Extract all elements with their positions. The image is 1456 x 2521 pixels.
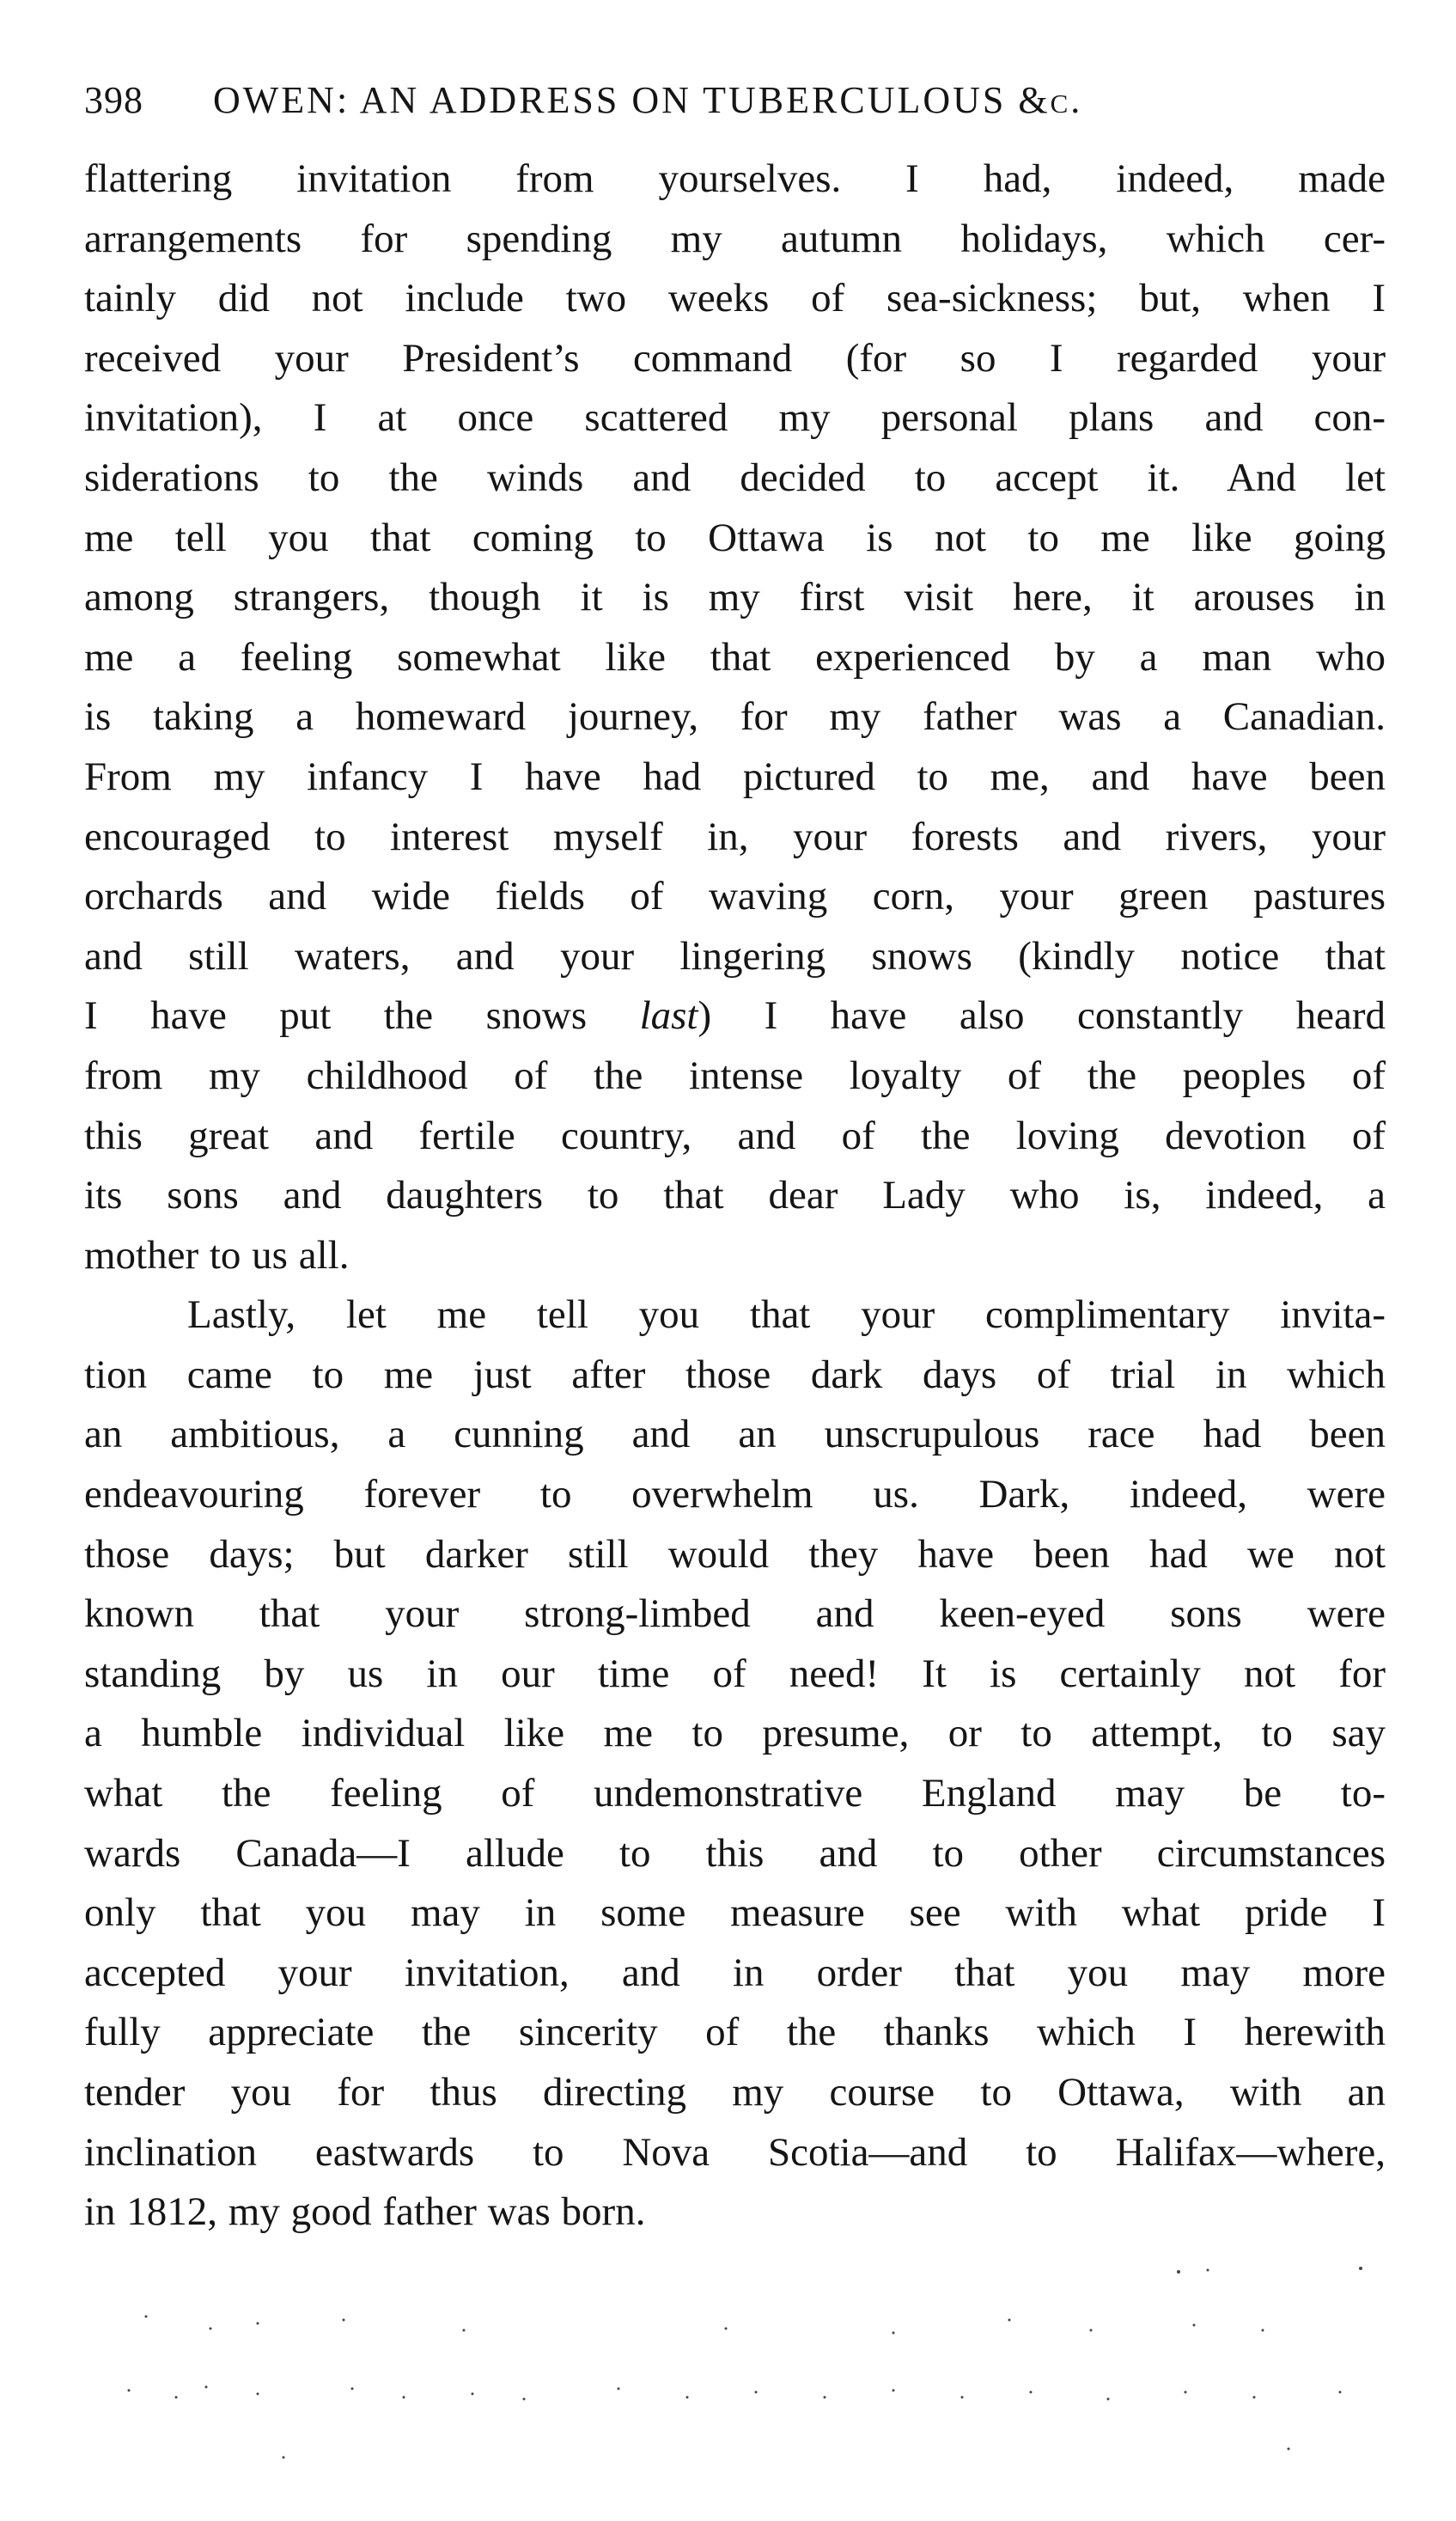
text-line: tainly did not include two weeks of sea-sickness; but, when I <box>84 276 1386 321</box>
text-line: tion came to me just after those dark days of trial in which <box>84 1352 1386 1397</box>
text-line: me a feeling somewhat like that experienced by a man who <box>84 634 1386 680</box>
text-line: orchards and wide fields of waving corn, your green pastures <box>84 874 1386 919</box>
text-line: fully appreciate the sincerity of the thanks which I herewith <box>84 2010 1386 2055</box>
text-line: this great and fertile country, and of the loving devotion of <box>84 1113 1386 1158</box>
running-head <box>84 62 1386 139</box>
text-line: is taking a homeward journey, for my father was a Canadian. <box>84 694 1386 740</box>
line-end: ) I have also constantly heard <box>698 993 1386 1039</box>
text-line: inclination eastwards to Nova Scotia—and to Halifax—where, <box>84 2129 1386 2175</box>
text-line: accepted your invitation, and in order that you may more <box>84 1950 1386 1995</box>
text-line: arrangements for spending my autumn holidays, which cer- <box>84 216 1386 261</box>
text-line: invitation), I at once scattered my personal plans and con- <box>84 395 1386 441</box>
text-line: only that you may in some measure see with what pride I <box>84 1890 1386 1936</box>
text-line: From my infancy I have had pictured to me, and have been <box>84 754 1386 799</box>
text-line: siderations to the winds and decided to accept it. And let <box>84 455 1386 500</box>
book-page <box>84 62 1386 2243</box>
paragraph-1 <box>84 150 1386 1285</box>
text-line: in 1812, my good father was born. <box>84 2189 646 2235</box>
text-line: and still waters, and your lingering snows (kindly notice that <box>84 933 1386 979</box>
text-line: wards Canada—I allude to this and to other circumstances <box>84 1830 1386 1876</box>
running-title: OWEN: AN ADDRESS ON TUBERCULOUS &c. <box>213 79 1083 121</box>
text-line: those days; but darker still would they have been had we not <box>84 1531 1386 1577</box>
text-line: mother to us all. <box>84 1232 350 1278</box>
text-line: me tell you that coming to Ottawa is not to me like going <box>84 515 1386 560</box>
text-line: from my childhood of the intense loyalty of the peoples of <box>84 1053 1386 1098</box>
text-line: an ambitious, a cunning and an unscrupulous race had been <box>84 1412 1386 1457</box>
italic-word: last <box>639 993 698 1039</box>
text-line: received your President’s command (for so I regarded your <box>84 335 1386 381</box>
text-line: encouraged to interest myself in, your forests and rivers, your <box>84 814 1386 859</box>
text-line: flattering invitation from yourselves. I had, indeed, made <box>84 156 1386 201</box>
body-text <box>84 150 1386 2243</box>
text-line-with-italic <box>84 986 1386 1047</box>
page-number: 398 <box>84 79 143 121</box>
text-line: its sons and daughters to that dear Lady who is, indeed, a <box>84 1173 1386 1218</box>
paragraph-2 <box>84 1285 1386 2243</box>
text-line: endeavouring forever to overwhelm us. Dark, indeed, were <box>84 1472 1386 1517</box>
text-line: Lastly, let me tell you that your complimentary invita- <box>187 1292 1386 1338</box>
text-line: tender you for thus directing my course to Ottawa, with an <box>84 2070 1386 2115</box>
line-start: I have put the snows <box>84 993 640 1039</box>
text-line: standing by us in our time of need! It is certainly not for <box>84 1651 1386 1696</box>
text-line: what the feeling of undemonstrative England may be to- <box>84 1771 1386 1816</box>
text-line: known that your strong-limbed and keen-eyed sons were <box>84 1591 1386 1637</box>
text-line: a humble individual like me to presume, or to attempt, to say <box>84 1711 1386 1756</box>
text-line: among strangers, though it is my first visit here, it arouses in <box>84 575 1386 620</box>
